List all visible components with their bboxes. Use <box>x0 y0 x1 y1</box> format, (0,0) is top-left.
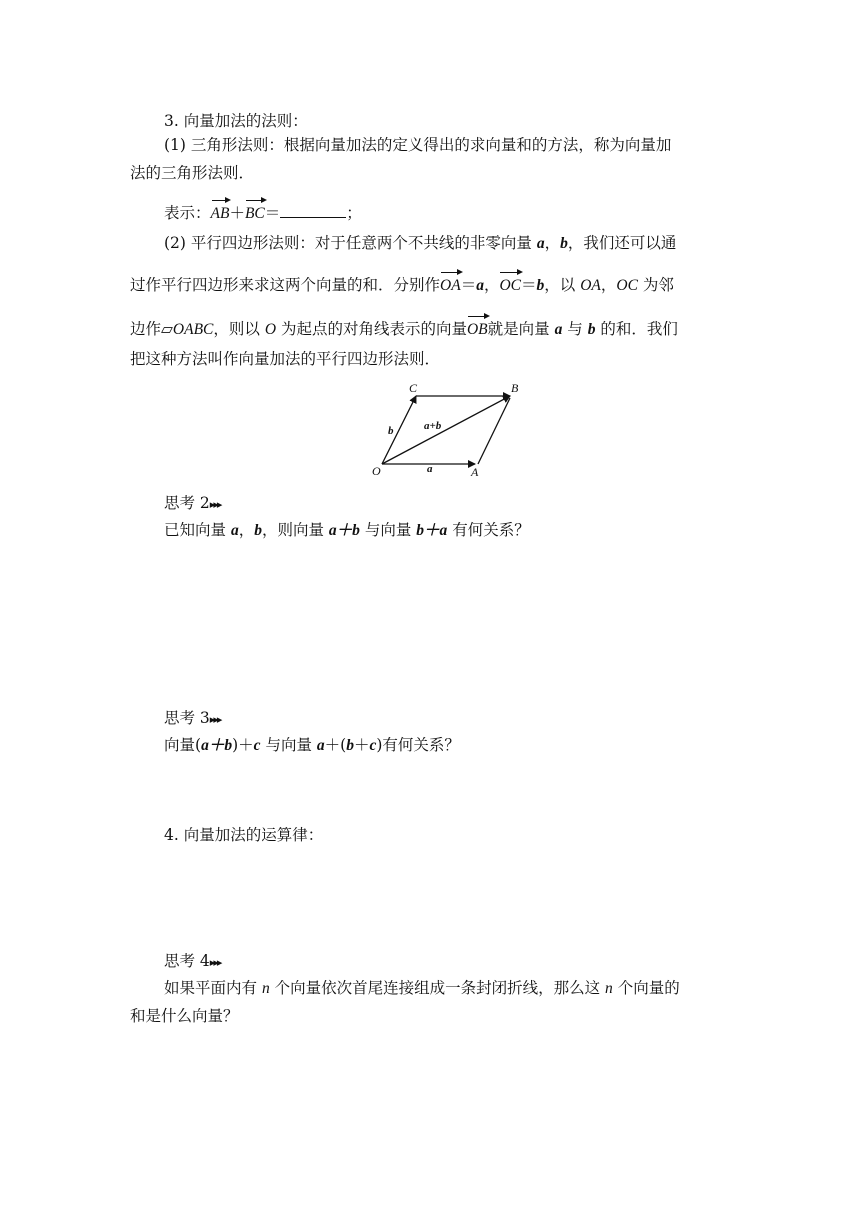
symbol-b: b <box>536 277 545 294</box>
comma: ， <box>238 521 255 539</box>
comma: ， <box>483 276 500 294</box>
think-4-heading <box>164 950 220 974</box>
parallelogram-figure <box>360 376 530 482</box>
label-vector-sum: a+b <box>424 420 442 432</box>
symbol-a: a <box>230 522 239 539</box>
parallelogram-rule-line-1 <box>164 232 676 255</box>
label-vector-b: b <box>388 425 394 437</box>
section-4-title: 4. 向量加法的运算律： <box>164 826 324 844</box>
text-fragment: 与 <box>562 320 588 338</box>
text-fragment: 与向量 <box>260 736 317 754</box>
symbol-oabc: OABC <box>172 321 214 338</box>
vector-ab: AB <box>211 203 230 225</box>
label-c-point: C <box>409 381 418 395</box>
text-fragment: 就是向量 <box>487 320 555 338</box>
think-4-question-line-1 <box>164 977 680 1000</box>
text-fragment: ，以 <box>544 276 581 294</box>
triangle-rule-representation <box>164 202 362 225</box>
text-fragment: 如果平面内有 <box>164 979 262 997</box>
repr-end: ； <box>346 204 362 222</box>
symbol-b: b <box>254 522 262 539</box>
side-ab-line <box>478 398 510 464</box>
triangle-marker-icon: ▸▸▸ <box>209 956 221 969</box>
text-fragment: 向量( <box>164 736 202 754</box>
text-fragment: 过作平行四边形来求这两个向量的和．分别作 <box>130 276 441 294</box>
symbol-oc: OC <box>616 277 638 294</box>
vector-oa: OA <box>440 275 461 297</box>
think-4-question-line-2: 和是什么向量？ <box>130 1007 239 1025</box>
text-fragment: 个向量的 <box>612 979 680 997</box>
text-fragment: 个向量依次首尾连接组成一条封闭折线，那么这 <box>269 979 606 997</box>
symbol-a: a <box>316 737 325 754</box>
text-fragment: ＋( <box>324 736 347 754</box>
symbol-c: c <box>253 737 261 754</box>
text-fragment: ，我们还可以通 <box>567 234 677 252</box>
think-3-question: 向量(a＋b)＋c 与向量 a＋(b＋c)有何关系？ <box>164 736 460 754</box>
think-4-title: 思考 4 <box>164 952 210 970</box>
equals-sign: ＝ <box>460 276 477 294</box>
text-fragment: 有何关系？ <box>447 521 530 539</box>
plus-sign: ＋ <box>229 204 245 222</box>
think-2-heading <box>164 492 220 516</box>
text-fragment: (2) 平行四边形法则：对于任意两个不共线的非零向量 <box>164 234 537 252</box>
repr-prefix: 表示： <box>164 204 211 222</box>
text-fragment: )有何关系？ <box>376 736 460 754</box>
text-fragment: )＋ <box>232 736 254 754</box>
equals-sign: ＝ <box>521 276 537 294</box>
answer-blank[interactable] <box>280 203 346 218</box>
symbol-n: n <box>605 980 613 997</box>
parallelogram-rule-line-2 <box>130 274 674 297</box>
label-vector-a: a <box>427 463 433 475</box>
section-3-title: 3. 向量加法的法则： <box>164 112 308 130</box>
symbol-n: n <box>261 980 270 997</box>
symbol-oa: OA <box>580 277 601 294</box>
expr-a-plus-b: a＋b <box>201 737 233 754</box>
expr-b-plus-a: b＋a <box>416 522 448 539</box>
think-2-question <box>164 519 530 542</box>
parallelogram-rule-line-4: 把这种方法叫作向量加法的平行四边形法则． <box>130 350 441 368</box>
think-2-title: 思考 2 <box>164 494 210 512</box>
text-fragment: 为起点的对角线表示的向量 <box>276 320 467 338</box>
text-fragment: ，则向量 <box>261 521 329 539</box>
vector-bc: BC <box>245 203 265 225</box>
symbol-b: b <box>560 235 568 252</box>
label-o: O <box>372 464 381 478</box>
think-3-title: 思考 3 <box>164 709 210 727</box>
symbol-c: c <box>369 737 377 754</box>
triangle-rule-line-1: (1) 三角形法则：根据向量加法的定义得出的求向量和的方法，称为向量加 <box>164 136 672 154</box>
vector-ob: OB <box>467 319 488 341</box>
equals-sign: ＝ <box>264 204 281 222</box>
expr-a-plus-b: a＋b <box>328 522 360 539</box>
comma: ， <box>600 276 617 294</box>
symbol-a: a <box>476 277 484 294</box>
symbol-a: a <box>536 235 545 252</box>
text-fragment: 已知向量 <box>164 521 231 539</box>
triangle-rule-line-2: 法的三角形法则． <box>130 164 255 182</box>
label-b-point: B <box>511 381 519 395</box>
text-fragment: 为邻 <box>637 276 674 294</box>
symbol-o: O <box>264 321 277 338</box>
symbol-a: a <box>554 321 563 338</box>
symbol-b: b <box>346 737 354 754</box>
triangle-marker-icon: ▸▸▸ <box>209 713 221 726</box>
text-fragment: 与向量 <box>359 521 417 539</box>
symbol-b: b <box>587 321 596 338</box>
text-fragment: 的和．我们 <box>595 320 678 338</box>
triangle-marker-icon: ▸▸▸ <box>209 498 221 511</box>
think-3-heading <box>164 707 220 731</box>
comma: ， <box>544 234 561 252</box>
vector-sum-arrow <box>382 396 510 464</box>
vector-oc: OC <box>499 275 521 297</box>
text-fragment: 边作▱ <box>130 320 173 338</box>
parallelogram-rule-line-3 <box>130 318 678 341</box>
label-a-point: A <box>471 465 479 479</box>
text-fragment: ，则以 <box>213 320 265 338</box>
